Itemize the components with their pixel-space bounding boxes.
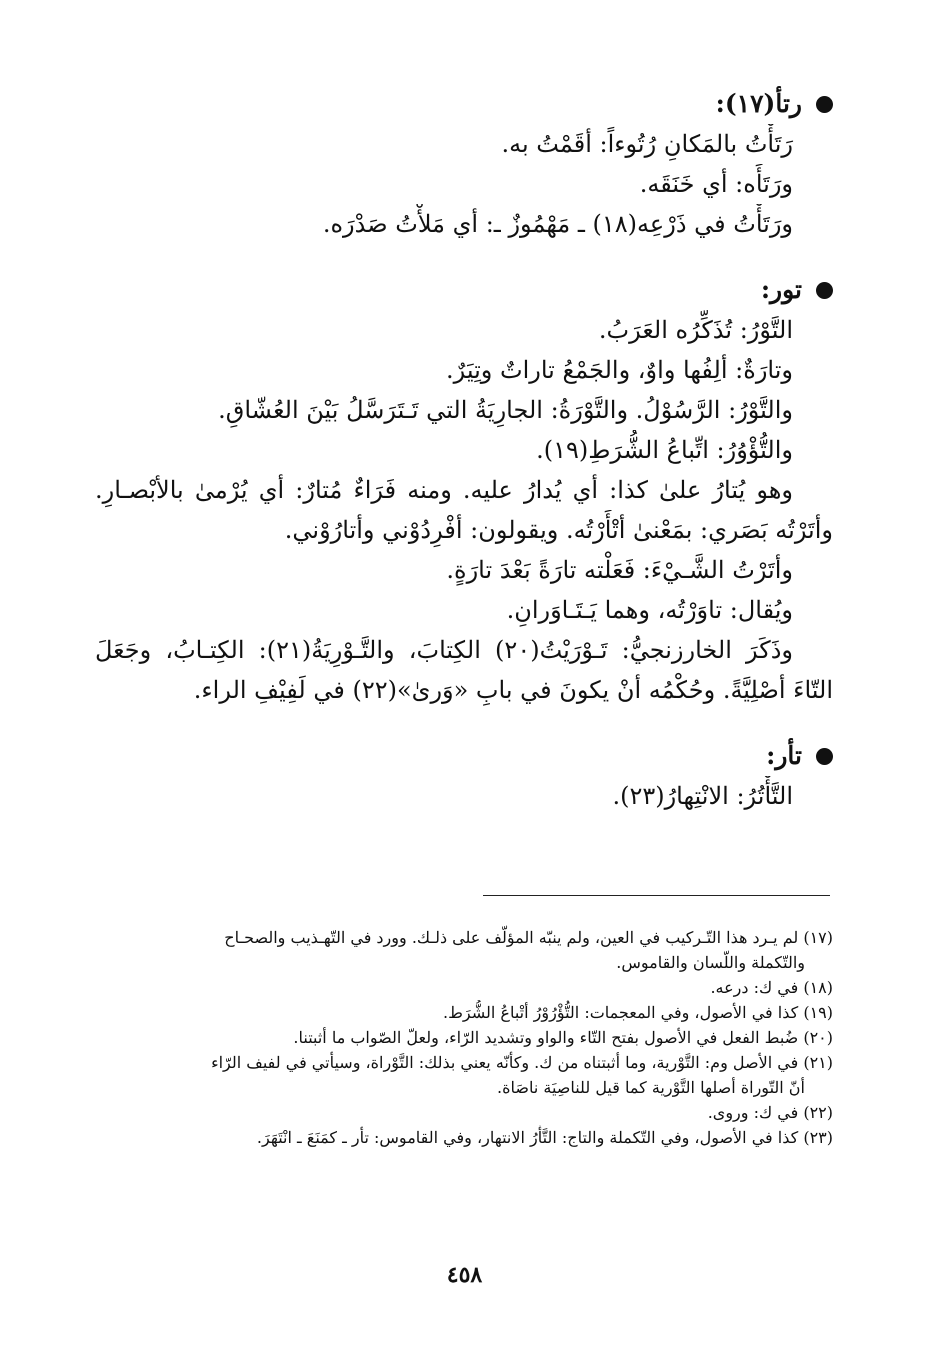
entry-line: ويُقال: تاوَرْتُه، وهما يَـتَـاوَرانِ. bbox=[506, 596, 793, 624]
entry-heading: تور: bbox=[95, 270, 833, 310]
entry-heading: تأر: bbox=[95, 736, 833, 776]
bullet-icon bbox=[816, 282, 833, 299]
entry-line: والتَّوْرُ: الرَّسُوْلُ. والتَّوْرَةُ: الجارِيَةُ التي تَـتَرَسَّلُ بَيْنَ العُشّاقِ. bbox=[218, 396, 793, 424]
entry-line: وأتَرْتُه بَصَري: بمَعْنىٰ أتْأَرْتُه. ويقولون: أفْرِدُوْني وأتارُوْني. bbox=[284, 516, 833, 544]
entry-line: وأتَرْتُ الشَّـيْءَ: فَعَلْته تارَةً بَعْدَ تارَةٍ. bbox=[446, 556, 793, 584]
entry-line: ورَتَأَه: أي خَنَقَه. bbox=[639, 170, 793, 198]
footnotes bbox=[95, 925, 833, 1150]
bullet-icon bbox=[816, 96, 833, 113]
entry-line: رَتَأْتُ بالمَكانِ رُتُوءاً: أقَمْتُ به. bbox=[501, 130, 793, 158]
footnote: (١٨) في ك: درعه. bbox=[710, 978, 833, 997]
footnote: (١٩) كذا في الأصول، وفي المعجمات: التُّؤْرُوْرُ أتْباعُ الشُّرَط. bbox=[443, 1003, 833, 1022]
footnote-divider bbox=[483, 895, 830, 896]
entry-line: وذَكَرَ الخارزنجيُّ: تَـوْرَيْتُ(٢٠) الكِتابَ، والتَّـوْرِيَةُ(٢١): الكِتـابُ، وجَعَلَ bbox=[95, 636, 793, 664]
entry-line: التّاءَ أصْلِيَّةً. وحُكْمُه أنْ يكونَ في بابِ «وَرىٰ»(٢٢) في لَفِيْفِ الراء. bbox=[193, 676, 833, 704]
entry-heading: رتأ(١٧): bbox=[95, 84, 833, 124]
entry-ratea bbox=[95, 84, 833, 244]
footnote: (٢٢) في ك: وروى. bbox=[707, 1103, 833, 1122]
entry-line: وتارَةٌ: ألِفُها واوٌ، والجَمْعُ تاراتٌ وتِيَرٌ. bbox=[445, 356, 793, 384]
bullet-icon bbox=[816, 748, 833, 765]
footnote: (٢٣) كذا في الأصول، وفي التّكملة والتاج: التَّأْرُ الانتهار، وفي القاموس: تأر ـ كمَنَعَ ـ انْتَهَرَ. bbox=[256, 1128, 833, 1147]
entry-line: التَّوْرُ: تُذَكِّرُه العَرَبُ. bbox=[598, 316, 793, 344]
footnote-continuation: والتّكملة واللّسان والقاموس. bbox=[616, 953, 805, 972]
footnote-continuation: أنّ التّوراة أصلها التَّوْرية كما قيل للناصِيَة ناصَاة. bbox=[497, 1078, 805, 1097]
entry-line: التَّأْتُرُ: الانْتِهارُ(٢٣). bbox=[612, 782, 793, 810]
main-text bbox=[95, 84, 833, 842]
footnote: (١٧) لم يـرد هذا التّـركيب في العين، ولم ينبّه المؤلّف على ذلـك. وورد في التّهـذيب والصحـاح bbox=[224, 928, 833, 947]
entry-taar bbox=[95, 736, 833, 816]
entry-line: ورَتَأْتُ في ذَرْعِه(١٨) ـ مَهْمُوزٌ ـ: أي مَلأْتُ صَدْرَه. bbox=[322, 210, 793, 238]
footnote: (٢٠) ضُبط الفعل في الأصول بفتح التّاء والواو وتشديد الرّاء، ولعلّ الصّواب ما أثبتنا. bbox=[293, 1028, 833, 1047]
entry-tawr bbox=[95, 270, 833, 710]
page-number: ٤٥٨ bbox=[446, 1262, 483, 1288]
entry-line: وهو يُتارُ علىٰ كذا: أي يُدارُ عليه. ومنه فَرَاءٌ مُتارٌ: أي يُرْمىٰ بالأبْصـارِ. bbox=[95, 476, 793, 504]
footnote: (٢١) في الأصل وم: التَّوْرية، وما أثبتناه من ك. وكأنّه يعني بذلك: التَّوْراة، وسيأتي في لفيف الرّاء bbox=[211, 1053, 833, 1072]
entry-line: والتُّؤْوُرُ: اتِّباعُ الشُّرَطِ(١٩). bbox=[536, 436, 793, 464]
